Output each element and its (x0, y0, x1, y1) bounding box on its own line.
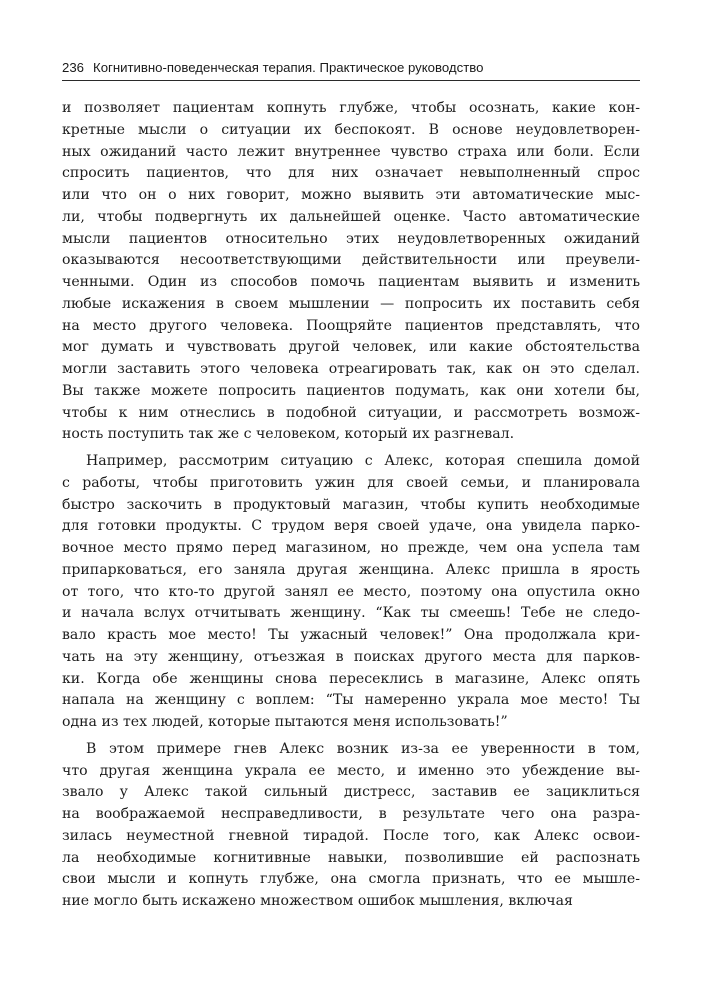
text-line: ченными. Один из способов помочь пациентам выявить и изменить (62, 274, 640, 290)
text-line: на место другого человека. Поощряйте пациентов представлять, что (62, 317, 640, 334)
text-line: зилась неуместной гневной тирадой. После того, как Алекс освои- (62, 827, 640, 844)
text-line: чтобы к ним отнеслись в подобной ситуации, и рассмотреть возмож- (62, 404, 640, 421)
text-line: припарковаться, его заняла другая женщина. Алекс пришла в ярость (62, 561, 640, 578)
text-line: мог думать и чувствовать другой человек, или какие обстоятельства (62, 339, 640, 356)
text-line: с работы, чтобы приготовить ужин для своей семьи, и планировала (62, 474, 640, 491)
text-line: быстро заскочить в продуктовый магазин, чтобы купить необходимые (62, 496, 640, 513)
text-line: чать на эту женщину, отъезжая в поисках другого места для парков- (62, 648, 640, 665)
text-line: свои мысли и копнуть глубже, она смогла признать, что ее мышле- (62, 871, 640, 888)
text-line: могли заставить этого человека отреагировать так, как он это сделал. (62, 361, 640, 377)
text-line: оказываются несоответствующими действительности или преувели- (62, 252, 640, 269)
text-line: ки. Когда обе женщины снова пересеклись в магазине, Алекс опять (62, 670, 640, 687)
paragraph (62, 98, 640, 446)
text-line: вочное место прямо перед магазином, но прежде, чем она успела там (62, 540, 640, 556)
text-line: ли, чтобы подвергнуть их дальнейшей оценке. Часто автоматические (62, 208, 640, 225)
text-line: одна из тех людей, которые пытаются меня использовать!” (62, 714, 508, 730)
text-line: вало красть мое место! Ты ужасный человек!” Она продолжала кри- (62, 627, 640, 643)
page-number: 236 (62, 60, 85, 75)
text-line: и позволяет пациентам копнуть глубже, чтобы осознать, какие кон- (62, 100, 640, 116)
text-line: ных ожиданий часто лежит внутреннее чувство страха или боли. Если (62, 143, 640, 160)
text-line: Вы также можете попросить пациентов подумать, как они хотели бы, (62, 382, 640, 399)
text-line: напала на женщину с воплем: “Ты намеренно украла мое место! Ты (62, 692, 640, 709)
body-text (62, 98, 640, 913)
text-line: ние могло быть искажено множеством ошибок мышления, включая (62, 893, 573, 909)
running-header (62, 60, 640, 81)
text-line: от того, что кто-то другой занял ее место, поэтому она опустила окно (62, 583, 640, 600)
text-line: спросить пациентов, что для них означает невыполненный спрос (62, 165, 640, 182)
book-page (62, 60, 640, 918)
text-line: кретные мысли о ситуации их беспокоят. В основе неудовлетворен- (62, 121, 640, 138)
text-line: ность поступить так же с человеком, который их разгневал. (62, 426, 515, 443)
text-line: звало у Алекс такой сильный дистресс, заставив ее зациклиться (62, 784, 640, 801)
text-line: В этом примере гнев Алекс возник из-за ее уверенности в том, (86, 740, 640, 757)
text-line: или что он о них говорит, можно выявить эти автоматические мыс- (62, 187, 640, 203)
text-line: и начала вслух отчитывать женщину. “Как ты смеешь! Тебе не следо- (62, 605, 640, 622)
text-line: для готовки продукты. С трудом веря своей удаче, она увидела парко- (62, 518, 640, 535)
paragraph (62, 739, 640, 913)
text-line: на воображаемой несправедливости, в результате чего она разра- (62, 806, 640, 822)
text-line: что другая женщина украла ее место, и именно это убеждение вы- (62, 762, 640, 779)
running-title: Когнитивно-поведенческая терапия. Практическое руководство (93, 60, 484, 75)
text-line: любые искажения в своем мышлении — попросить их поставить себя (62, 295, 640, 312)
text-line: ла необходимые когнитивные навыки, позволившие ей распознать (62, 849, 640, 866)
paragraph (62, 451, 640, 734)
text-line: мысли пациентов относительно этих неудовлетворенных ожиданий (62, 230, 640, 247)
text-line: Например, рассмотрим ситуацию с Алекс, которая спешила домой (86, 453, 640, 469)
